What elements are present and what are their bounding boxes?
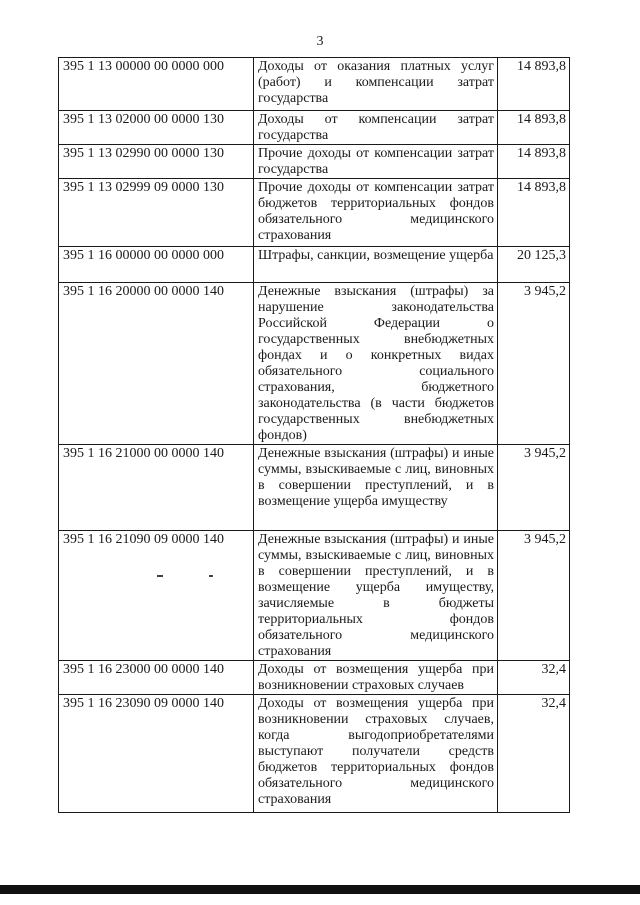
table-row <box>59 58 570 111</box>
code-cell: 395 1 16 21090 09 0000 140 <box>59 531 254 661</box>
description-cell: Денежные взыскания (штрафы) за нарушение законодательства Российской Федерации о государственных внебюджетных фондах и о конкретных видах обязательного социального страхования, бюджетного законодательства (в части бюджетов государственных внебюджетных фондов) <box>254 283 498 445</box>
scan-artifact-mark <box>209 575 213 577</box>
table-row <box>59 445 570 531</box>
description-cell: Денежные взыскания (штрафы) и иные суммы, взыскиваемые с лиц, виновных в совершении преступлений, и в возмещение ущерба имуществу <box>254 445 498 531</box>
code-cell: 395 1 16 21000 00 0000 140 <box>59 445 254 531</box>
table-row <box>59 111 570 145</box>
table-row <box>59 283 570 445</box>
table-row <box>59 179 570 247</box>
table-row <box>59 145 570 179</box>
code-cell: 395 1 13 02000 00 0000 130 <box>59 111 254 145</box>
table-row <box>59 661 570 695</box>
code-cell: 395 1 16 23000 00 0000 140 <box>59 661 254 695</box>
table-row <box>59 531 570 661</box>
description-cell: Доходы от оказания платных услуг (работ) и компенсации затрат государства <box>254 58 498 111</box>
description-cell: Прочие доходы от компенсации затрат государства <box>254 145 498 179</box>
amount-cell: 32,4 <box>498 695 570 813</box>
code-cell: 395 1 13 02999 09 0000 130 <box>59 179 254 247</box>
table-row <box>59 695 570 813</box>
amount-cell: 3 945,2 <box>498 531 570 661</box>
amount-cell: 3 945,2 <box>498 445 570 531</box>
description-cell: Доходы от возмещения ущерба при возникновении страховых случаев, когда выгодоприобретателями выступают получатели средств бюджетов территориальных фондов обязательного медицинского страхования <box>254 695 498 813</box>
description-cell: Прочие доходы от компенсации затрат бюджетов территориальных фондов обязательного медицинского страхования <box>254 179 498 247</box>
description-cell: Штрафы, санкции, возмещение ущерба <box>254 247 498 283</box>
code-cell: 395 1 16 20000 00 0000 140 <box>59 283 254 445</box>
page-number: 3 <box>316 34 324 49</box>
scan-edge-bar <box>0 885 640 894</box>
budget-revenue-table <box>58 57 570 813</box>
amount-cell: 14 893,8 <box>498 179 570 247</box>
table-row <box>59 247 570 283</box>
code-cell: 395 1 13 02990 00 0000 130 <box>59 145 254 179</box>
amount-cell: 14 893,8 <box>498 111 570 145</box>
code-cell: 395 1 13 00000 00 0000 000 <box>59 58 254 111</box>
scan-artifact-mark <box>157 575 163 577</box>
amount-cell: 14 893,8 <box>498 145 570 179</box>
description-cell: Доходы от компенсации затрат государства <box>254 111 498 145</box>
code-cell: 395 1 16 23090 09 0000 140 <box>59 695 254 813</box>
description-cell: Доходы от возмещения ущерба при возникновении страховых случаев <box>254 661 498 695</box>
amount-cell: 14 893,8 <box>498 58 570 111</box>
amount-cell: 32,4 <box>498 661 570 695</box>
code-cell: 395 1 16 00000 00 0000 000 <box>59 247 254 283</box>
description-cell: Денежные взыскания (штрафы) и иные суммы, взыскиваемые с лиц, виновных в совершении преступлений, и в возмещение ущерба имуществу, зачисляемые в бюджеты территориальных фондов обязательного медицинского страхования <box>254 531 498 661</box>
amount-cell: 20 125,3 <box>498 247 570 283</box>
amount-cell: 3 945,2 <box>498 283 570 445</box>
